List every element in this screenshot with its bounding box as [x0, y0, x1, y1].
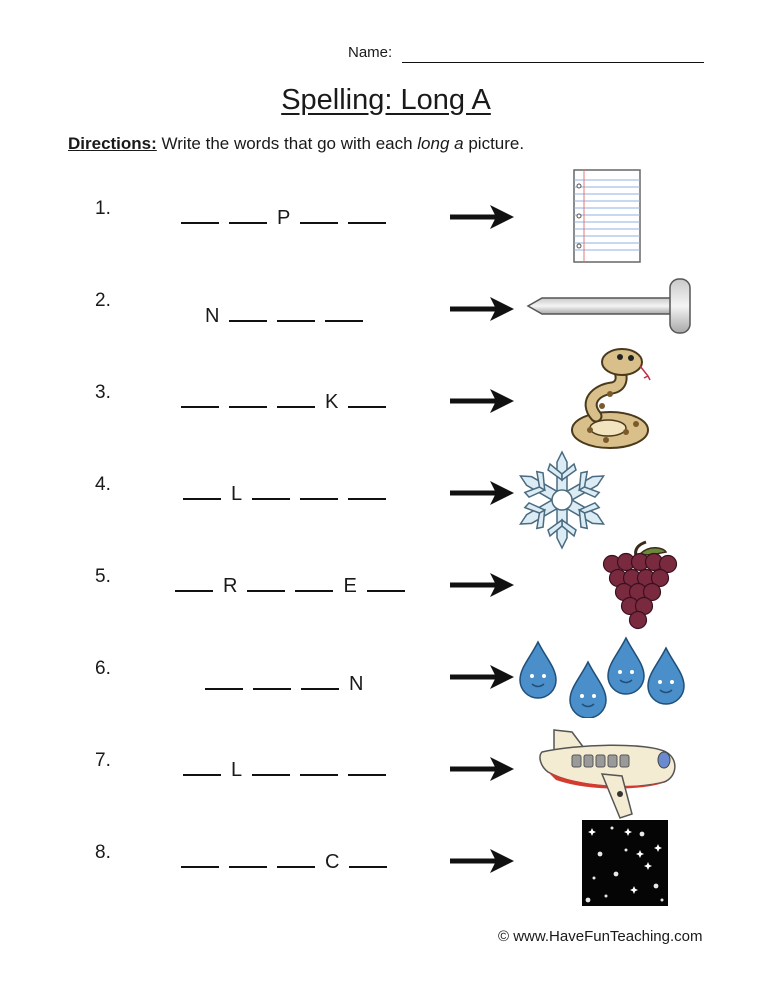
right-arrow-icon: [450, 664, 514, 690]
letter-blank[interactable]: [367, 570, 405, 592]
snake-icon: [566, 346, 652, 452]
given-letter: K: [325, 391, 339, 413]
letter-blank[interactable]: [325, 300, 363, 322]
letter-blank[interactable]: [229, 846, 267, 868]
letter-blank[interactable]: [252, 478, 290, 500]
letter-blank[interactable]: [247, 570, 285, 592]
letter-blank[interactable]: [295, 570, 333, 592]
snowflake-icon: [516, 448, 608, 552]
letter-blank[interactable]: [229, 386, 267, 408]
name-label: Name:: [348, 44, 393, 61]
right-arrow-icon: [450, 388, 514, 414]
exercise-row: [0, 842, 772, 942]
right-arrow-icon: [450, 480, 514, 506]
footer-copyright: © www.HaveFunTeaching.com: [498, 928, 703, 945]
letter-blank[interactable]: [253, 668, 291, 690]
letter-blank[interactable]: [300, 754, 338, 776]
directions-text-start: Write the words that go with each: [156, 134, 418, 153]
exercise-row: [0, 382, 772, 482]
item-number: 2.: [95, 290, 111, 311]
letter-blank[interactable]: [205, 668, 243, 690]
given-letter: E: [343, 575, 357, 597]
word-blanks: [176, 386, 391, 414]
letter-blank[interactable]: [181, 386, 219, 408]
word-blanks: [176, 202, 391, 230]
right-arrow-icon: [450, 296, 514, 322]
right-arrow-icon: [450, 204, 514, 230]
letter-blank[interactable]: [175, 570, 213, 592]
right-arrow-icon: [450, 572, 514, 598]
word-blanks: [178, 478, 391, 506]
letter-blank[interactable]: [300, 478, 338, 500]
page-title: Spelling: Long A: [281, 84, 491, 116]
space-icon: [582, 820, 668, 906]
letter-blank[interactable]: [300, 202, 338, 224]
given-letter: N: [205, 305, 220, 327]
directions-label: Directions:: [68, 134, 157, 153]
name-write-line[interactable]: [402, 62, 704, 63]
airplane-icon: [536, 722, 680, 822]
word-blanks: [176, 846, 392, 874]
letter-blank[interactable]: [348, 478, 386, 500]
raindrops-icon: [518, 636, 690, 718]
item-number: 1.: [95, 198, 111, 219]
letter-blank[interactable]: [229, 300, 267, 322]
letter-blank[interactable]: [277, 386, 315, 408]
letter-blank[interactable]: [252, 754, 290, 776]
given-letter: C: [325, 851, 340, 873]
word-blanks: [170, 570, 410, 598]
paper-icon: [572, 168, 642, 264]
right-arrow-icon: [450, 756, 514, 782]
item-number: 6.: [95, 658, 111, 679]
letter-blank[interactable]: [348, 386, 386, 408]
letter-blank[interactable]: [181, 846, 219, 868]
given-letter: R: [223, 575, 238, 597]
item-number: 8.: [95, 842, 111, 863]
letter-blank[interactable]: [349, 846, 387, 868]
letter-blank[interactable]: [183, 754, 221, 776]
right-arrow-icon: [450, 848, 514, 874]
item-number: 4.: [95, 474, 111, 495]
word-blanks: [178, 754, 391, 782]
letter-blank[interactable]: [277, 300, 315, 322]
given-letter: L: [231, 759, 243, 781]
directions: [68, 134, 524, 154]
given-letter: N: [349, 673, 364, 695]
item-number: 5.: [95, 566, 111, 587]
letter-blank[interactable]: [348, 202, 386, 224]
directions-text-end: picture.: [463, 134, 525, 153]
letter-blank[interactable]: [183, 478, 221, 500]
item-number: 3.: [95, 382, 111, 403]
grapes-icon: [600, 540, 682, 632]
given-letter: P: [277, 207, 291, 229]
letter-blank[interactable]: [229, 202, 267, 224]
nail-icon: [524, 276, 694, 336]
given-letter: L: [231, 483, 243, 505]
word-blanks: [200, 300, 368, 328]
letter-blank[interactable]: [181, 202, 219, 224]
letter-blank[interactable]: [301, 668, 339, 690]
letter-blank[interactable]: [277, 846, 315, 868]
exercise-row: [0, 290, 772, 390]
letter-blank[interactable]: [348, 754, 386, 776]
item-number: 7.: [95, 750, 111, 771]
word-blanks: [200, 668, 368, 696]
directions-emphasis: long a: [417, 134, 464, 153]
